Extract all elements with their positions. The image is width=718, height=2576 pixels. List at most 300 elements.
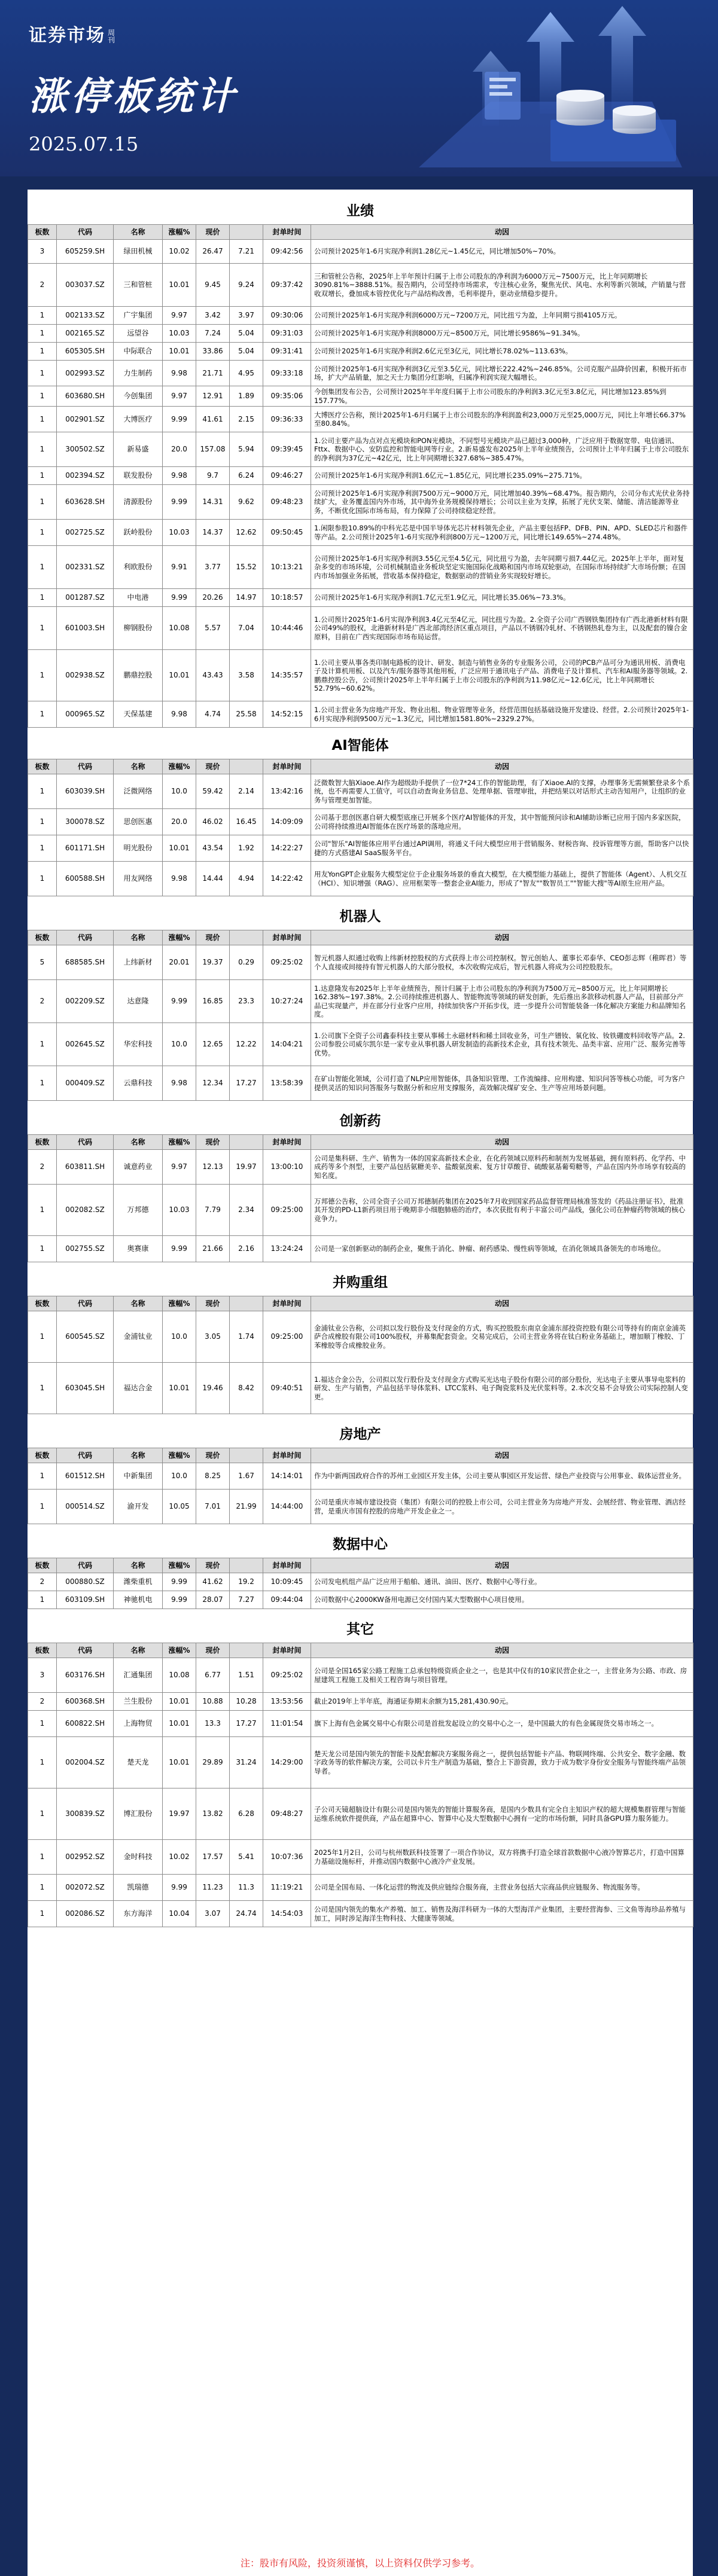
code-cell: 002165.SZ (57, 325, 114, 343)
column-header: 封单时间 (263, 1448, 311, 1463)
table-row (28, 407, 693, 432)
seal-amount-cell: 1.89 (230, 386, 263, 407)
table-row (28, 701, 693, 728)
change-cell: 10.03 (163, 325, 196, 343)
name-cell: 上海物贸 (114, 1711, 163, 1737)
name-cell: 跃岭股份 (114, 520, 163, 546)
code-cell: 601171.SH (57, 835, 114, 862)
content-panel (28, 190, 693, 2554)
column-header: 名称 (114, 1296, 163, 1311)
reason-cell: 三和管桩公告称，2025年上半年预计归属于上市公司股东的净利润为6000万元~7500万元，比上年同期增长3090.81%~3888.51%。报告期内，公司坚持市场需求，专注核心业务，聚焦光伏、风电、水利等新兴领域，产销量与营收双增长，叠加成本管控优化与产品结构改善，毛利率提升，驱动业绩稳步提升。 (311, 264, 693, 307)
table-row (28, 835, 693, 862)
price-cell: 20.26 (196, 589, 230, 607)
name-cell: 广宇集团 (114, 307, 163, 325)
name-cell: 兰生股份 (114, 1693, 163, 1711)
seal-time-cell: 09:40:51 (263, 1363, 311, 1414)
change-cell: 9.97 (163, 1150, 196, 1185)
column-header: 封单时间 (263, 1135, 311, 1150)
reason-cell: 公司是集科研、生产、销售为一体的国家高新技术企业，在化药领域以原料药和制剂为发展基础，拥有原料药、化学药、中成药等多个剂型，主要产品包括氨糖美辛、盐酸氨溴索、复方甘草酸苷、硫酸氨基葡萄糖等，产品在国内外市场享有较高的知名度。 (311, 1150, 693, 1185)
name-cell: 福达合金 (114, 1363, 163, 1414)
column-header: 涨幅% (163, 759, 196, 774)
boards-cell: 3 (28, 240, 57, 264)
name-cell: 达意隆 (114, 980, 163, 1023)
column-header: 板数 (28, 1558, 57, 1573)
boards-cell: 1 (28, 432, 57, 467)
name-cell: 三和管桩 (114, 264, 163, 307)
code-cell: 603045.SH (57, 1363, 114, 1414)
code-cell: 002901.SZ (57, 407, 114, 432)
reason-cell: 公司是全国165家公路工程施工总承包特级资质企业之一，也是其中仅有的10家民营企业之一，主营业务为公路、市政、房屋建筑工程施工及相关工程咨询与项目管理。 (311, 1658, 693, 1693)
reason-cell: 1.福达合金公告，公司拟以发行股份及支付现金方式购买光达电子股份有限公司的部分股份，光达电子主要从事导电浆料的研发、生产与销售，产品包括半导体浆料、LTCC浆料、电子陶瓷浆料及光伏浆料等。2.本次交易不会导致公司实际控制人变更。 (311, 1363, 693, 1414)
column-header: 动因 (311, 1643, 693, 1658)
boards-cell: 1 (28, 774, 57, 809)
name-cell: 万邦德 (114, 1185, 163, 1236)
column-header: 动因 (311, 1558, 693, 1573)
seal-amount-cell: 1.92 (230, 835, 263, 862)
seal-time-cell: 10:18:57 (263, 589, 311, 607)
column-header: 代码 (57, 1643, 114, 1658)
name-cell: 明光股份 (114, 835, 163, 862)
change-cell: 10.01 (163, 1711, 196, 1737)
code-cell: 000514.SZ (57, 1490, 114, 1524)
price-cell: 6.77 (196, 1658, 230, 1693)
table-row (28, 325, 693, 343)
reason-cell: 公司数据中心2000KW备用电源已交付国内某大型数据中心项目使用。 (311, 1591, 693, 1609)
boards-cell: 1 (28, 1788, 57, 1840)
price-cell: 33.86 (196, 343, 230, 361)
seal-amount-cell: 1.51 (230, 1658, 263, 1693)
table-row (28, 546, 693, 589)
change-cell: 10.01 (163, 650, 196, 701)
column-header (230, 1558, 263, 1573)
reason-cell: 公司预计2025年1-6月实现净利润1.7亿元至1.9亿元，同比增长35.06%~73.3%。 (311, 589, 693, 607)
change-cell: 10.01 (163, 835, 196, 862)
seal-amount-cell: 6.24 (230, 467, 263, 485)
code-cell: 605305.SH (57, 343, 114, 361)
reason-cell: 智元机器人拟通过收购上纬新材控股权的方式获得上市公司控制权。智元创始人、董事长邓泰华、CEO彭志辉（稚晖君）等个人直接或间接持有智元机器人的大部分股权，本次收购完成后，智元机器人将成为公司控股股东。 (311, 945, 693, 980)
change-cell: 9.98 (163, 701, 196, 728)
change-cell: 10.04 (163, 1901, 196, 1927)
section-1 (28, 732, 693, 895)
code-cell: 000409.SZ (57, 1066, 114, 1101)
section-title: 业绩 (346, 203, 374, 219)
price-cell: 28.07 (196, 1591, 230, 1609)
seal-time-cell: 10:07:36 (263, 1840, 311, 1875)
reason-cell: 公司是重庆市城市建设投资（集团）有限公司的控股上市公司，公司主营业务为房地产开发、会展经营、物业管理、酒店经营，是重庆市国有控股的房地产开发企业之一。 (311, 1490, 693, 1524)
brand-logo (29, 20, 117, 47)
code-cell: 003037.SZ (57, 264, 114, 307)
seal-time-cell: 14:14:01 (263, 1463, 311, 1490)
name-cell: 中际联合 (114, 343, 163, 361)
name-cell: 上纬新材 (114, 945, 163, 980)
table-row (28, 774, 693, 809)
seal-amount-cell: 31.24 (230, 1737, 263, 1788)
table-row (28, 650, 693, 701)
price-cell: 157.08 (196, 432, 230, 467)
limit-up-table (28, 1448, 693, 1524)
column-header: 现价 (196, 1296, 230, 1311)
change-cell: 10.0 (163, 1023, 196, 1066)
column-header: 板数 (28, 225, 57, 240)
seal-amount-cell: 5.04 (230, 325, 263, 343)
limit-up-table (28, 1558, 693, 1609)
seal-time-cell: 09:39:45 (263, 432, 311, 467)
name-cell: 金时科技 (114, 1840, 163, 1875)
change-cell: 10.05 (163, 1490, 196, 1524)
boards-cell: 1 (28, 1490, 57, 1524)
price-cell: 43.54 (196, 835, 230, 862)
change-cell: 9.97 (163, 307, 196, 325)
name-cell: 楚天龙 (114, 1737, 163, 1788)
seal-time-cell: 09:46:27 (263, 467, 311, 485)
table-row (28, 1875, 693, 1901)
change-cell: 10.01 (163, 264, 196, 307)
section-4 (28, 1269, 693, 1413)
table-header-row (28, 1643, 693, 1658)
price-cell: 26.47 (196, 240, 230, 264)
name-cell: 利欧股份 (114, 546, 163, 589)
column-header: 代码 (57, 1296, 114, 1311)
code-cell: 603628.SH (57, 485, 114, 520)
boards-cell: 1 (28, 1463, 57, 1490)
price-cell: 59.42 (196, 774, 230, 809)
table-row (28, 264, 693, 307)
reason-cell: 公司预计2025年1-6月实现净利润3亿元至3.5亿元，同比增长222.42%~246.85%。公司克服产品降价因素，积极开拓市场，扩大产品销量，加之天士力集团分红影响，归属净利润实现大幅增长。 (311, 361, 693, 386)
name-cell: 金浦钛业 (114, 1311, 163, 1363)
seal-amount-cell: 5.41 (230, 1840, 263, 1875)
code-cell: 002394.SZ (57, 467, 114, 485)
column-header: 代码 (57, 759, 114, 774)
price-cell: 12.91 (196, 386, 230, 407)
price-cell: 3.77 (196, 546, 230, 589)
table-row (28, 980, 693, 1023)
section-3 (28, 1108, 693, 1261)
price-cell: 13.3 (196, 1711, 230, 1737)
reason-cell: 1.公司主营业务为房地产开发、物业出租、物业管理等业务，经营范围包括基础设施开发建设、经营。2.公司预计2025年1-6月实现净利润9500万元~1.3亿元，同比增加1581.80%~2329.27%。 (311, 701, 693, 728)
boards-cell: 1 (28, 343, 57, 361)
boards-cell: 1 (28, 809, 57, 835)
table-row (28, 307, 693, 325)
column-header: 动因 (311, 225, 693, 240)
price-cell: 41.61 (196, 407, 230, 432)
code-cell: 002938.SZ (57, 650, 114, 701)
name-cell: 汇通集团 (114, 1658, 163, 1693)
reason-cell: 公司预计2025年1-6月实现净利润3.55亿元至4.5亿元，同比扭亏为盈，去年同期亏损7.44亿元。2025年上半年，面对复杂多变的市场环境，公司机械制造业务板块坚定实施国际化战略和国内市场双轮驱动，在国际市场持续扩大市场份额；在国内市场加强业务拓展，营收基本保持稳定，数据驱动的营销业务实现较好增长。 (311, 546, 693, 589)
reason-cell: 金浦钛业公告称，公司拟以发行股份及支付现金的方式，购买控股股东南京金浦东部投资控股有限公司等持有的南京金浦英萨合成橡胶有限公司100%股权，并募集配套资金。交易完成后，公司主营业务将在钛白粉业务基础上，增加顺丁橡胶、丁苯橡胶等合成橡胶业务。 (311, 1311, 693, 1363)
reason-cell: 1.公司旗下全资子公司鑫泰科技主要从事稀土永磁材料和稀土回收业务，可生产镨钕、氧化钕、钕铁硼废料回收等产品。2.公司参股公司威尔凯尔是一家专业从事机器人研发制造的高新技术企业，具有技术领先、品类丰富、应用广泛、服务完善等优势。 (311, 1023, 693, 1066)
code-cell: 300839.SZ (57, 1788, 114, 1840)
column-header: 板数 (28, 1296, 57, 1311)
reason-cell: 大博医疗公告称，预计2025年1-6月归属于上市公司股东的净利润盈利23,000万元至25,000万元，同比上年增长66.37%至80.84%。 (311, 407, 693, 432)
price-cell: 17.57 (196, 1840, 230, 1875)
seal-amount-cell: 7.21 (230, 240, 263, 264)
reason-cell: 公司是全国布局、一体化运营的物流及供应链综合服务商，主营业务包括大宗商品供应链服务、物流服务等。 (311, 1875, 693, 1901)
boards-cell: 3 (28, 1658, 57, 1693)
reason-cell: 公司预计2025年1-6月实现净利润2.6亿元至3亿元，同比增长78.02%~113.63%。 (311, 343, 693, 361)
section-title: 房地产 (339, 1427, 381, 1442)
limit-up-table (28, 1134, 693, 1262)
seal-amount-cell: 7.04 (230, 607, 263, 650)
code-cell: 300078.SZ (57, 809, 114, 835)
name-cell: 新易盛 (114, 432, 163, 467)
code-cell: 600368.SH (57, 1693, 114, 1711)
name-cell: 博汇股份 (114, 1788, 163, 1840)
column-header: 涨幅% (163, 1558, 196, 1573)
price-cell: 9.7 (196, 467, 230, 485)
seal-amount-cell: 8.42 (230, 1363, 263, 1414)
seal-time-cell: 09:25:00 (263, 1185, 311, 1236)
price-cell: 9.45 (196, 264, 230, 307)
section-title: 其它 (346, 1622, 374, 1637)
code-cell: 603811.SH (57, 1150, 114, 1185)
change-cell: 9.91 (163, 546, 196, 589)
seal-amount-cell: 12.62 (230, 520, 263, 546)
name-cell: 绿田机械 (114, 240, 163, 264)
change-cell: 10.0 (163, 1311, 196, 1363)
seal-time-cell: 09:31:03 (263, 325, 311, 343)
seal-time-cell: 09:42:56 (263, 240, 311, 264)
page-title: 涨停板统计 (29, 75, 238, 119)
boards-cell: 1 (28, 1840, 57, 1875)
seal-time-cell: 09:25:02 (263, 1658, 311, 1693)
seal-time-cell: 13:42:16 (263, 774, 311, 809)
table-row (28, 386, 693, 407)
price-cell: 11.23 (196, 1875, 230, 1901)
seal-amount-cell: 3.58 (230, 650, 263, 701)
seal-time-cell: 10:13:21 (263, 546, 311, 589)
seal-time-cell: 09:30:06 (263, 307, 311, 325)
change-cell: 9.99 (163, 1573, 196, 1591)
section-title: 机器人 (339, 909, 381, 924)
table-row (28, 945, 693, 980)
name-cell: 凯瑞德 (114, 1875, 163, 1901)
section-title: 创新药 (339, 1113, 381, 1129)
column-header: 板数 (28, 759, 57, 774)
table-row (28, 343, 693, 361)
code-cell: 600545.SZ (57, 1311, 114, 1363)
reason-cell: 公司"智乐"AI智能体应用平台通过API调用，将通义千问大模型应用于营销服务、财税咨询、投诉管理等方面，帮助客户以快捷的方式搭建AI SaaS服务平台。 (311, 835, 693, 862)
boards-cell: 1 (28, 520, 57, 546)
boards-cell: 1 (28, 1363, 57, 1414)
table-row (28, 1573, 693, 1591)
seal-time-cell: 14:22:27 (263, 835, 311, 862)
change-cell: 19.97 (163, 1788, 196, 1840)
column-header: 动因 (311, 759, 693, 774)
reason-cell: 楚天龙公司是国内领先的智能卡及配套解决方案服务商之一，提供包括智能卡产品、物联网终端、公共安全、数字金融、数字政务等的软件解决方案，公司以卡片生产制造为基础，整合上下游资源，致力于成为数字身份安全服务与智能终端产品领导者。 (311, 1737, 693, 1788)
column-header: 涨幅% (163, 1643, 196, 1658)
limit-up-table (28, 224, 693, 728)
seal-time-cell: 09:25:00 (263, 1311, 311, 1363)
boards-cell: 1 (28, 1711, 57, 1737)
seal-amount-cell: 5.04 (230, 343, 263, 361)
change-cell: 10.01 (163, 1693, 196, 1711)
change-cell: 9.99 (163, 1591, 196, 1609)
column-header (230, 1135, 263, 1150)
code-cell: 605259.SH (57, 240, 114, 264)
code-cell: 002004.SZ (57, 1737, 114, 1788)
table-row (28, 240, 693, 264)
boards-cell: 1 (28, 1311, 57, 1363)
table-row (28, 1693, 693, 1711)
column-header: 板数 (28, 930, 57, 945)
column-header: 板数 (28, 1448, 57, 1463)
column-header: 名称 (114, 759, 163, 774)
change-cell: 9.99 (163, 1236, 196, 1262)
seal-time-cell: 13:24:24 (263, 1236, 311, 1262)
change-cell: 10.01 (163, 343, 196, 361)
change-cell: 9.99 (163, 1875, 196, 1901)
price-cell: 7.79 (196, 1185, 230, 1236)
name-cell: 渝开发 (114, 1490, 163, 1524)
page-date: 2025.07.15 (29, 133, 139, 155)
seal-time-cell: 14:52:15 (263, 701, 311, 728)
table-header-row (28, 930, 693, 945)
seal-time-cell: 09:48:27 (263, 1788, 311, 1840)
change-cell: 10.01 (163, 1363, 196, 1414)
boards-cell: 1 (28, 607, 57, 650)
column-header: 现价 (196, 1558, 230, 1573)
brand-name: 证券市场 (29, 25, 105, 46)
column-header: 名称 (114, 1135, 163, 1150)
change-cell: 10.03 (163, 1185, 196, 1236)
reason-cell: 1.闲限参股10.89%的中科光芯是中国半导体光芯片材料领先企业，产品主要包括FP、DFB、PIN、APD、SLED芯片和器件等产品。2.公司预计2025年1-6月实现净利润800万元~1200万元，同比增长149.65%~274.48%。 (311, 520, 693, 546)
code-cell: 002331.SZ (57, 546, 114, 589)
limit-up-table (28, 1296, 693, 1414)
reason-cell: 旗下上海有色金属交易中心有限公司是首批发起设立的交易中心之一，是中国最大的有色金属现货交易市场之一。 (311, 1711, 693, 1737)
change-cell: 20.0 (163, 432, 196, 467)
name-cell: 用友网络 (114, 862, 163, 896)
column-header: 现价 (196, 1643, 230, 1658)
boards-cell: 1 (28, 650, 57, 701)
brand-sub: 周刊 (108, 28, 117, 44)
table-header-row (28, 759, 693, 774)
price-cell: 19.37 (196, 945, 230, 980)
change-cell: 20.01 (163, 945, 196, 980)
boards-cell: 2 (28, 1150, 57, 1185)
column-header: 现价 (196, 930, 230, 945)
name-cell: 大博医疗 (114, 407, 163, 432)
reason-cell: 子公司天镜超脑设计有限公司是国内领先的智能计算服务商，是国内少数具有完全自主知识产权的超大规模集群管理与智能运维系统软件提供商，产品在超算中心、智算中心及大型数据中心拥有一定的市场份额，同时具备GPU算力服务能力。 (311, 1788, 693, 1840)
price-cell: 16.85 (196, 980, 230, 1023)
seal-amount-cell: 24.74 (230, 1901, 263, 1927)
table-row (28, 607, 693, 650)
code-cell: 002133.SZ (57, 307, 114, 325)
finance-illustration-icon (371, 0, 706, 176)
name-cell: 远望谷 (114, 325, 163, 343)
seal-time-cell: 09:36:33 (263, 407, 311, 432)
column-header: 现价 (196, 1135, 230, 1150)
limit-up-table (28, 759, 693, 896)
limit-up-table (28, 1643, 693, 1927)
column-header (230, 1643, 263, 1658)
name-cell: 中新集团 (114, 1463, 163, 1490)
table-header-row (28, 1448, 693, 1463)
code-cell: 300502.SZ (57, 432, 114, 467)
change-cell: 9.99 (163, 980, 196, 1023)
column-header: 动因 (311, 1296, 693, 1311)
seal-amount-cell: 3.97 (230, 307, 263, 325)
seal-amount-cell: 14.97 (230, 589, 263, 607)
seal-amount-cell: 7.27 (230, 1591, 263, 1609)
boards-cell: 1 (28, 467, 57, 485)
seal-amount-cell: 10.28 (230, 1693, 263, 1711)
name-cell: 云鼎科技 (114, 1066, 163, 1101)
column-header: 封单时间 (263, 1643, 311, 1658)
change-cell: 10.03 (163, 520, 196, 546)
seal-amount-cell: 12.22 (230, 1023, 263, 1066)
column-header: 封单时间 (263, 225, 311, 240)
seal-time-cell: 09:35:06 (263, 386, 311, 407)
table-row (28, 1711, 693, 1737)
column-header: 封单时间 (263, 759, 311, 774)
table-header-row (28, 1135, 693, 1150)
seal-amount-cell: 17.27 (230, 1711, 263, 1737)
table-row (28, 361, 693, 386)
seal-amount-cell: 25.58 (230, 701, 263, 728)
column-header (230, 1296, 263, 1311)
name-cell: 力生制药 (114, 361, 163, 386)
boards-cell: 1 (28, 407, 57, 432)
seal-time-cell: 14:04:21 (263, 1023, 311, 1066)
reason-cell: 作为中新两国政府合作的苏州工业园区开发主体，公司主要从事园区开发运营、绿色产业投资与公用事业、载体运营业务。 (311, 1463, 693, 1490)
table-row (28, 520, 693, 546)
change-cell: 9.98 (163, 1066, 196, 1101)
reason-cell: 1.公司预计2025年1-6月实现净利润3.4亿元至4亿元，同比扭亏为盈。2.全资子公司广西钢铁集团持有广西北港新材料有限公司49%的股权，北港新材料是广西北部湾经济区重点项目，产品以不锈钢冷轧材、不锈钢热轧卷为主，以及配套的镍合金原料，目前在广西实现国际市场布局运营。 (311, 607, 693, 650)
column-header: 涨幅% (163, 1135, 196, 1150)
seal-amount-cell: 4.94 (230, 862, 263, 896)
boards-cell: 1 (28, 546, 57, 589)
column-header: 动因 (311, 1448, 693, 1463)
seal-time-cell: 13:00:10 (263, 1150, 311, 1185)
table-row (28, 1788, 693, 1840)
boards-cell: 1 (28, 1023, 57, 1066)
reason-cell: 公司预计2025年1-6月实现净利润1.28亿元~1.45亿元，同比增加50%~70%。 (311, 240, 693, 264)
reason-cell: 2025年1月2日，公司与杭州数跃科技签署了一项合作协议，双方将携手打造全球首款数据中心液冷智算芯片，打造中国算力基础设施标杆，并推动国内数据中心液冷产业发展。 (311, 1840, 693, 1875)
limit-up-table (28, 930, 693, 1101)
seal-amount-cell: 17.27 (230, 1066, 263, 1101)
name-cell: 潍柴重机 (114, 1573, 163, 1591)
reason-cell: 万邦德公告称，公司全资子公司万邦德制药集团在2025年7月收到国家药品监督管理局核准签发的《药品注册证书》，批准其开发的PD-L1新药项目用于晚期非小细胞肺癌的治疗，本次获批有利于丰富公司产品线，强化公司在肿瘤药物领域的核心竞争力。 (311, 1185, 693, 1236)
price-cell: 7.24 (196, 325, 230, 343)
change-cell: 9.98 (163, 467, 196, 485)
name-cell: 泛微网络 (114, 774, 163, 809)
name-cell: 天保基建 (114, 701, 163, 728)
code-cell: 603039.SH (57, 774, 114, 809)
seal-time-cell: 09:33:18 (263, 361, 311, 386)
price-cell: 13.82 (196, 1788, 230, 1840)
table-row (28, 1236, 693, 1262)
code-cell: 002645.SZ (57, 1023, 114, 1066)
seal-time-cell: 14:35:57 (263, 650, 311, 701)
column-header: 板数 (28, 1135, 57, 1150)
table-row (28, 1311, 693, 1363)
seal-amount-cell: 2.14 (230, 774, 263, 809)
price-cell: 3.07 (196, 1901, 230, 1927)
reason-cell: 公司是一家创新驱动的制药企业，聚焦于消化、肿瘤、耐药感染、慢性病等领域，在消化领域具备领先的市场地位。 (311, 1236, 693, 1262)
price-cell: 12.13 (196, 1150, 230, 1185)
seal-amount-cell: 2.34 (230, 1185, 263, 1236)
boards-cell: 2 (28, 1693, 57, 1711)
column-header: 名称 (114, 1643, 163, 1658)
change-cell: 10.01 (163, 1737, 196, 1788)
seal-amount-cell: 1.74 (230, 1311, 263, 1363)
seal-amount-cell: 15.52 (230, 546, 263, 589)
seal-time-cell: 10:09:45 (263, 1573, 311, 1591)
table-row (28, 1150, 693, 1185)
change-cell: 9.99 (163, 589, 196, 607)
price-cell: 3.42 (196, 307, 230, 325)
table-row (28, 1840, 693, 1875)
